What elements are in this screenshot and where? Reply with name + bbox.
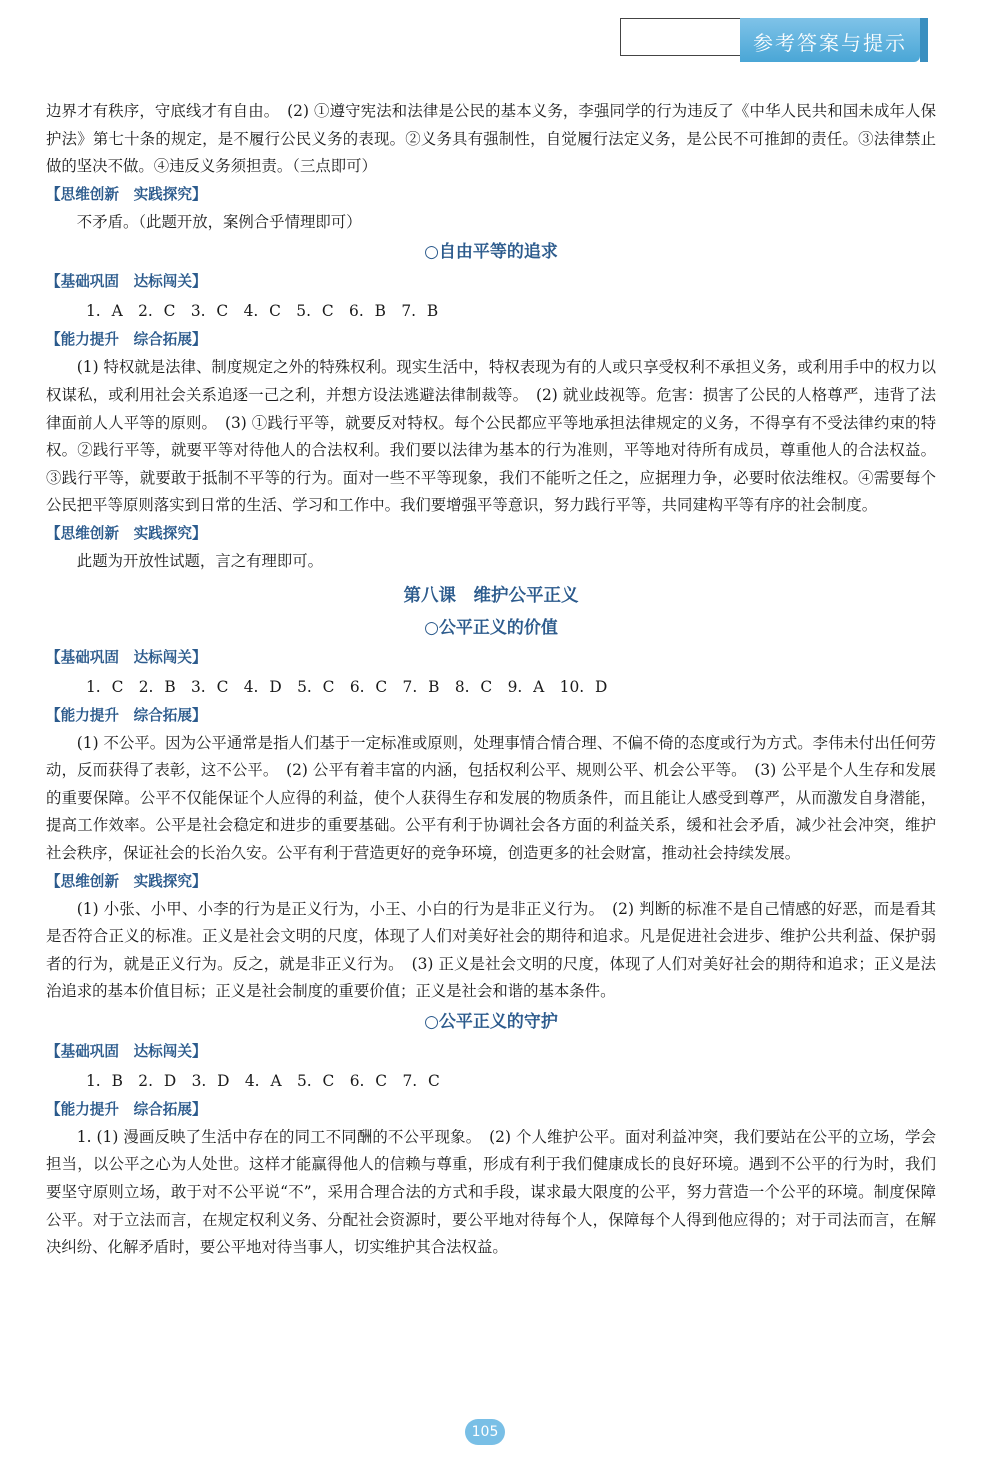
section-tag: 【基础巩固 达标闯关】 [46,1042,207,1060]
choice-answers: 1. B 2. D 3. D 4. A 5. C 6. C 7. C [86,1071,440,1090]
choice-answers: 1. A 2. C 3. C 4. C 5. C 6. B 7. B [86,302,439,321]
header-tab-label: 参考答案与提示 [753,31,907,55]
section-tag: 【能力提升 综合拓展】 [46,1100,207,1118]
answer-paragraph: 不矛盾。（此题开放，案例合乎情理即可） [76,212,362,231]
section-title: ○公平正义的价值 [424,617,558,638]
section-title: ○公平正义的守护 [424,1011,558,1032]
header-tab [740,18,920,62]
page-content [46,98,936,1262]
answer-paragraph: (1) 特权就是法律、制度规定之外的特殊权利。现实生活中，特权表现为有的人或只享受权利不承担义务，或利用手中的权力以权谋私，或利用社会关系追逐一己之利，并想方设法逃避法律制裁等。 (2) 就业歧视等。危害：损害了公民的人格尊严，违背了法律面前人人平等的原则。 (3) ①践行平等，就要反对特权。每个公民都应平等地承担法律规定的义务，不得享有不受法律约束的特权。②践行平等，就要平等对待他人的合法权利。我们要以法律为基本的行为准则，平等地对待所有成员，尊重他人的合法权益。③践行平等，就要敢于抵制不平等的行为。面对一些不平等现象，我们不能听之任之，应据理力争，必要时依法维权。④需要每个公民把平等原则落实到日常的生活、学习和工作中。我们要增强平等意识，努力践行平等，共同建构平等有序的社会制度。 [46,358,936,515]
section-tag: 【思维创新 实践探究】 [46,872,207,890]
lesson-title: 第八课 维护公平正义 [403,585,579,606]
section-title: ○自由平等的追求 [424,242,558,263]
answer-paragraph: (1) 小张、小甲、小李的行为是正义行为，小王、小白的行为是非正义行为。 (2) 判断的标准不是自己情感的好恶，而是看其是否符合正义的标准。正义是社会文明的尺度，体现了人们对美好社会的期待和追求。凡是促进社会进步、维护公共利益、保护弱者的行为，就是正义行为。反之，就是非正义行为。 (3) 正义是社会文明的尺度，体现了人们对美好社会的期待和追求；正义是法治追求的基本价值目标；正义是社会制度的重要价值；正义是社会和谐的基本条件。 [46,899,936,1001]
page-number: 105 [465,1419,505,1445]
section-tag: 【基础巩固 达标闯关】 [46,648,207,666]
section-tag: 【思维创新 实践探究】 [46,524,207,542]
section-tag: 【能力提升 综合拓展】 [46,331,207,349]
choice-answers: 1. C 2. B 3. C 4. D 5. C 6. C 7. B 8. C 9. A 10. D [86,677,608,696]
section-tag: 【能力提升 综合拓展】 [46,706,207,724]
answer-paragraph: 1. (1) 漫画反映了生活中存在的同工不同酬的不公平现象。 (2) 个人维护公平。面对利益冲突，我们要站在公平的立场，学会担当，以公平之心为人处世。这样才能赢得他人的信赖与尊重，形成有利于我们健康成长的良好环境。遇到不公平的行为时，我们要坚守原则立场，敢于对不公平说“不”，采用合理合法的方式和手段，谋求最大限度的公平，努力营造一个公平的环境。制度保障公平。对于立法而言，在规定权利义务、分配社会资源时，要公平地对待每个人，保障每个人得到他应得的；对于司法而言，在解决纠纷、化解矛盾时，要公平地对待当事人，切实维护其合法权益。 [46,1127,936,1257]
section-tag: 【思维创新 实践探究】 [46,185,207,203]
answer-paragraph: 边界才有秩序，守底线才有自由。 (2) ①遵守宪法和法律是公民的基本义务，李强同学的行为违反了《中华人民共和国未成年人保护法》第七十条的规定，是不履行公民义务的表现。②义务具有强制性，自觉履行法定义务，是公民不可推卸的责任。③法律禁止做的坚决不做。④违反义务须担责。（三点即可） [46,102,936,176]
answer-paragraph: (1) 不公平。因为公平通常是指人们基于一定标准或原则，处理事情合情合理、不偏不倚的态度或行为方式。李伟未付出任何劳动，反而获得了表彰，这不公平。 (2) 公平有着丰富的内涵，包括权利公平、规则公平、机会公平等。 (3) 公平是个人生存和发展的重要保障。公平不仅能保证个人应得的利益，使个人获得生存和发展的物质条件，而且能让人感受到尊严，从而激发自身潜能，提高工作效率。公平是社会稳定和进步的重要基础。公平有利于协调社会各方面的利益关系，缓和社会矛盾，减少社会冲突，维护社会秩序，保证社会的长治久安。公平有利于营造更好的竞争环境，创造更多的社会财富，推动社会持续发展。 [46,733,936,862]
answer-paragraph: 此题为开放性试题，言之有理即可。 [76,551,324,570]
header-blank-box [620,18,742,56]
section-tag: 【基础巩固 达标闯关】 [46,273,207,291]
